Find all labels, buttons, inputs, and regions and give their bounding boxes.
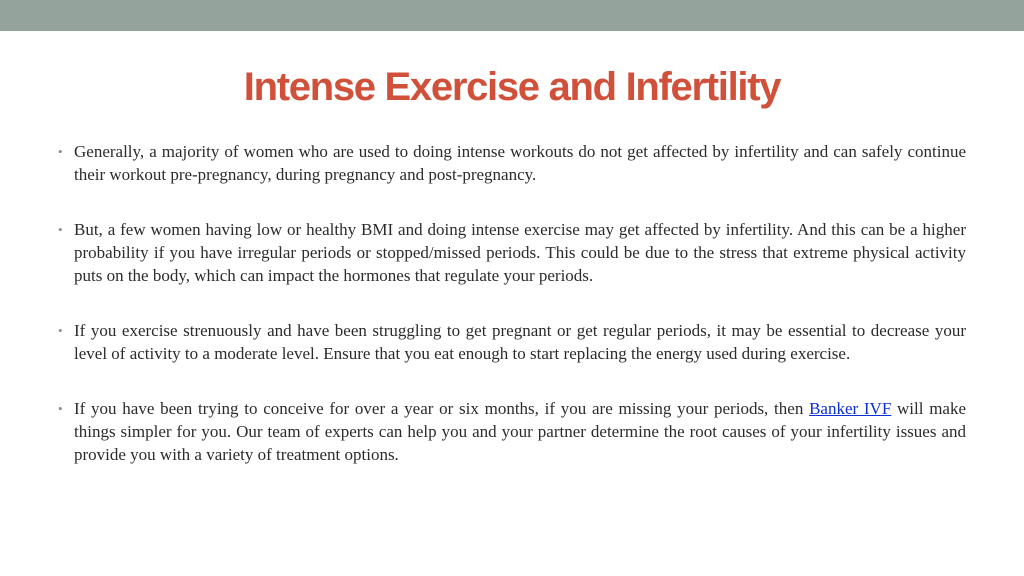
bullet-item-3 (56, 319, 966, 365)
bullet-icon: • (58, 323, 63, 338)
bullet-icon: • (58, 144, 63, 159)
bullet-text: Generally, a majority of women who are used to doing intense workouts do not get affected by infertility and can safely continue their workout pre-pregnancy, during pregnancy and post-pregnancy. (74, 142, 966, 184)
bullet-text-before-link: If you have been trying to conceive for over a year or six months, if you are missing your periods, then (74, 399, 810, 418)
bullet-text: But, a few women having low or healthy BMI and doing intense exercise may get affected by infertility. And this can be a higher probability if you have irregular periods or stopped/missed periods. This could be due to the stress that extreme physical activity puts on the body, which can impact the hormones that regulate your periods. (74, 220, 966, 285)
bullet-icon: • (58, 401, 63, 416)
bullet-item-4 (56, 397, 966, 466)
bullet-icon: • (58, 222, 63, 237)
bullet-item-1 (56, 140, 966, 186)
bullet-text-after-link: will make things simpler for you. Our team of experts can help you and your partner determine the root causes of your infertility issues and provide you with a variety of treatment options. (74, 399, 967, 464)
banker-ivf-link[interactable]: Banker IVF (809, 399, 892, 418)
bullet-item-2 (56, 218, 966, 287)
bullet-list (56, 140, 966, 466)
top-decorative-bar (0, 0, 1024, 31)
bullet-text: If you exercise strenuously and have been struggling to get pregnant or get regular periods, it may be essential to decrease your level of activity to a moderate level. Ensure that you eat enough to start replacing the energy used during exercise. (74, 321, 966, 363)
slide-title: Intense Exercise and Infertility (243, 65, 781, 109)
